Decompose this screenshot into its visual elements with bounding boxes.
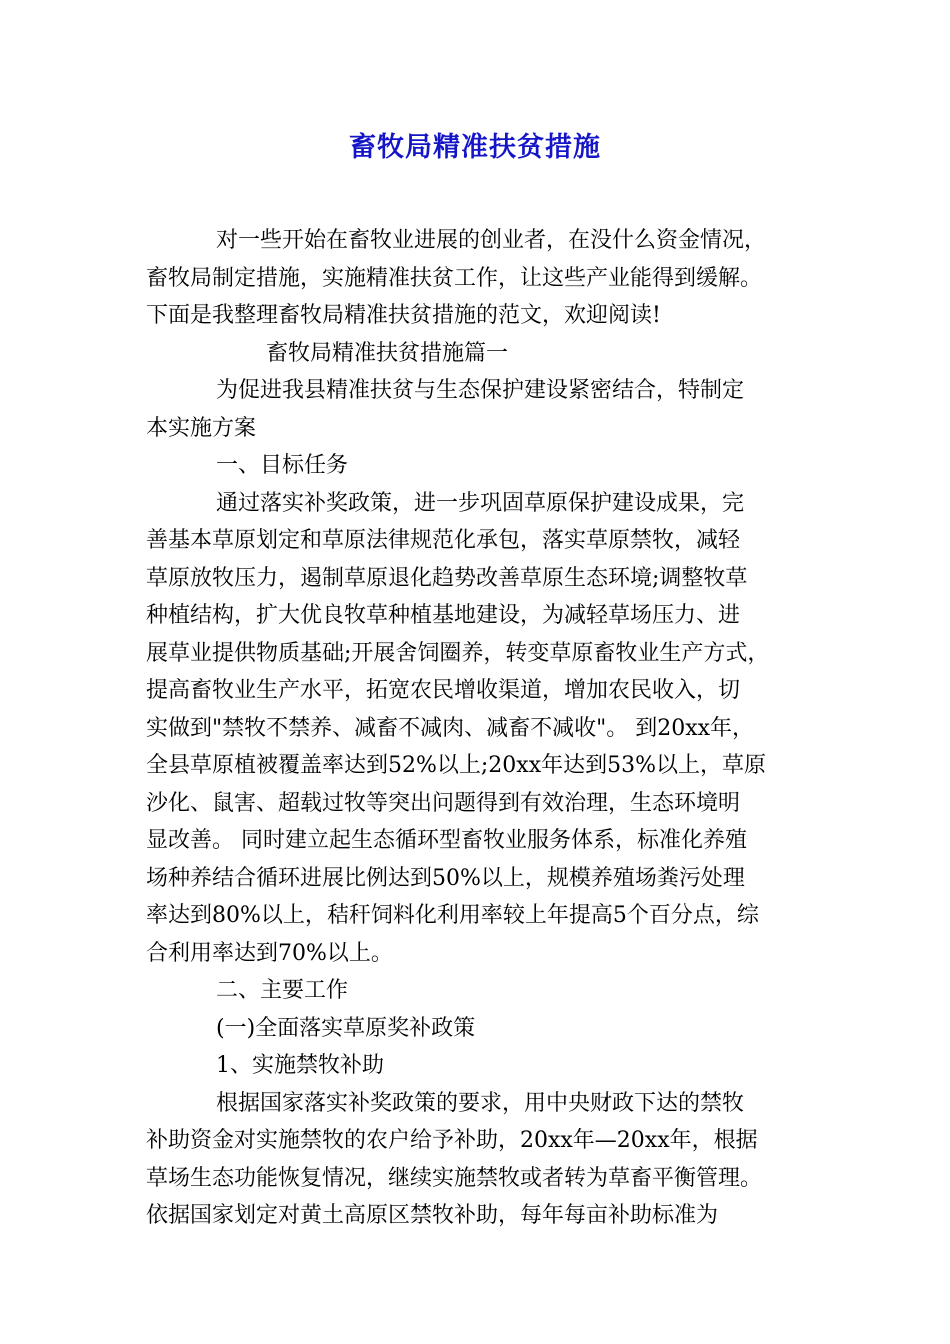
text-line: 全县草原植被覆盖率达到52%以上;20xx年达到53%以上，草原 xyxy=(146,753,767,778)
text-line: 场种养结合循环进展比例达到50%以上，规模养殖场粪污处理 xyxy=(146,865,745,891)
text-line: 对一些开始在畜牧业进展的创业者，在没什么资金情况， xyxy=(216,228,767,253)
text-line: 草场生态功能恢复情况，继续实施禁牧或者转为草畜平衡管理。 xyxy=(146,1165,763,1191)
text-line: 提高畜牧业生产水平，拓宽农民增收渠道，增加农民收入，切 xyxy=(146,678,741,703)
text-line: 沙化、鼠害、超载过牧等突出问题得到有效治理，生态环境明 xyxy=(146,790,741,816)
text-line: 率达到80%以上，秸秆饲料化利用率较上年提高5个百分点，综 xyxy=(146,903,759,928)
document-title: 畜牧局精准扶贫措施 xyxy=(349,132,601,163)
text-line: 补助资金对实施禁牧的农户给予补助，20xx年—20xx年，根据 xyxy=(146,1128,758,1153)
text-line: 通过落实补奖政策，进一步巩固草原保护建设成果，完 xyxy=(216,490,745,516)
text-line: 为促进我县精准扶贫与生态保护建设紧密结合，特制定 xyxy=(216,378,745,403)
subsection-heading: (一)全面落实草原奖补政策 xyxy=(216,1015,476,1041)
text-line: 展草业提供物质基础;开展舍饲圈养，转变草原畜牧业生产方式， xyxy=(146,640,770,666)
text-line: 合利用率达到70%以上。 xyxy=(146,940,393,966)
subsection-heading: 1、实施禁牧补助 xyxy=(216,1053,384,1078)
section-heading: 一、目标任务 xyxy=(216,453,349,478)
text-line: 畜牧局制定措施，实施精准扶贫工作，让这些产业能得到缓解。 xyxy=(146,265,763,291)
section-heading: 畜牧局精准扶贫措施篇一 xyxy=(266,340,509,366)
text-line: 实做到"禁牧不禁养、减畜不减肉、减畜不减收"。 到20xx年， xyxy=(146,715,755,741)
section-heading: 二、主要工作 xyxy=(216,978,349,1003)
text-line: 本实施方案 xyxy=(146,415,257,441)
text-line: 显改善。 同时建立起生态循环型畜牧业服务体系，标准化养殖 xyxy=(146,828,747,853)
document-body xyxy=(146,222,826,1235)
text-line: 根据国家落实补奖政策的要求，用中央财政下达的禁牧 xyxy=(216,1090,745,1116)
text-line: 草原放牧压力，遏制草原退化趋势改善草原生态环境;调整牧草 xyxy=(146,565,748,591)
text-line: 下面是我整理畜牧局精准扶贫措施的范文，欢迎阅读! xyxy=(146,303,661,328)
text-line: 善基本草原划定和草原法律规范化承包，落实草原禁牧，减轻 xyxy=(146,528,741,553)
text-line: 种植结构，扩大优良牧草种植基地建设，为减轻草场压力、进 xyxy=(146,603,741,628)
text-line: 依据国家划定对黄土高原区禁牧补助，每年每亩补助标准为 xyxy=(146,1203,719,1228)
